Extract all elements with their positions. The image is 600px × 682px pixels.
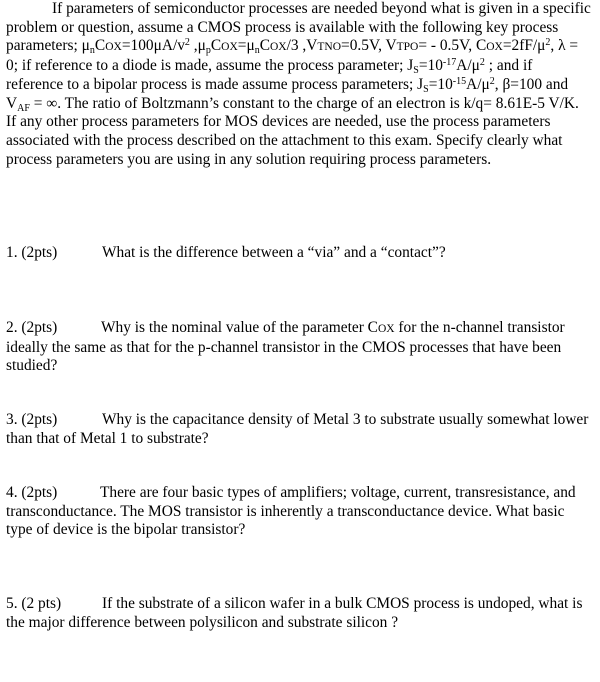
question-number: 3. (2pts): [6, 411, 58, 428]
param-cox: $COX=2fF/\mu^2$, λ = 0; if reference to a diode is made, assume the process parameter;: [6, 37, 579, 75]
intro-text: If parameters of semiconductor processes are needed beyond what is given in a specific problem or question, assume a CMOS process is available with the following key process parameters;: [6, 0, 591, 55]
question-text: If the substrate of a silicon wafer in a bulk CMOS process is undoped, what is the major difference between polysilicon and substrate silicon ?: [6, 595, 583, 631]
param-js-diode: $J_S=10^{-17}A/\mu^2$ ; and if reference to a bipolar process is made assume process parameters;: [6, 57, 533, 93]
question-number: 5. (2 pts): [6, 595, 62, 612]
question-text: Why is the nominal value of the parameter COX for the n-channel transistor ideally the same as that for the p-channel transistor in the CMOS processes that have been studied?: [6, 319, 565, 375]
param-mup-cox: $,\mu_pCOX=\mu_nCOX/3$ ,VTNO=0.5V, VTPO= - 0.5V,: [189, 37, 473, 57]
question-text: There are four basic types of amplifiers; voltage, current, transresistance, and transconductance. The MOS transistor is inherently a transconductance device. What basic type of device is the bipolar transistor?: [6, 484, 576, 539]
question-4: [6, 484, 591, 540]
question-5: [6, 595, 591, 632]
param-mun-cox: $\mu_nCOX=100\mu A/v^2$: [81, 37, 190, 57]
question-text: What is the difference between a “via” and a “contact”?: [102, 244, 446, 261]
question-number: 1. (2pts): [6, 244, 58, 261]
intro-paragraph: [6, 0, 591, 169]
question-number: 4. (2pts): [6, 484, 58, 501]
question-3: [6, 411, 591, 448]
question-2: [6, 319, 591, 376]
question-number: 2. (2pts): [6, 319, 58, 336]
question-1: [6, 244, 591, 263]
question-text: Why is the capacitance density of Metal 3 to substrate usually somewhat lower than that of Metal 1 to substrate?: [6, 411, 589, 447]
param-js-bipolar: $J_S=10^{-15}A/\mu^2$, β=100 and $V_{AF}$ = ∞. The ratio of Boltzmann’s constant to the charge of an electron is k/q= 8.61E-5 V/K. If any other process parameters for MOS devices are needed, use the process parameters associated with the process described on the attachment to this exam. Specify clearly what process parameters you are using in any solution requiring process parameters.: [6, 75, 579, 168]
